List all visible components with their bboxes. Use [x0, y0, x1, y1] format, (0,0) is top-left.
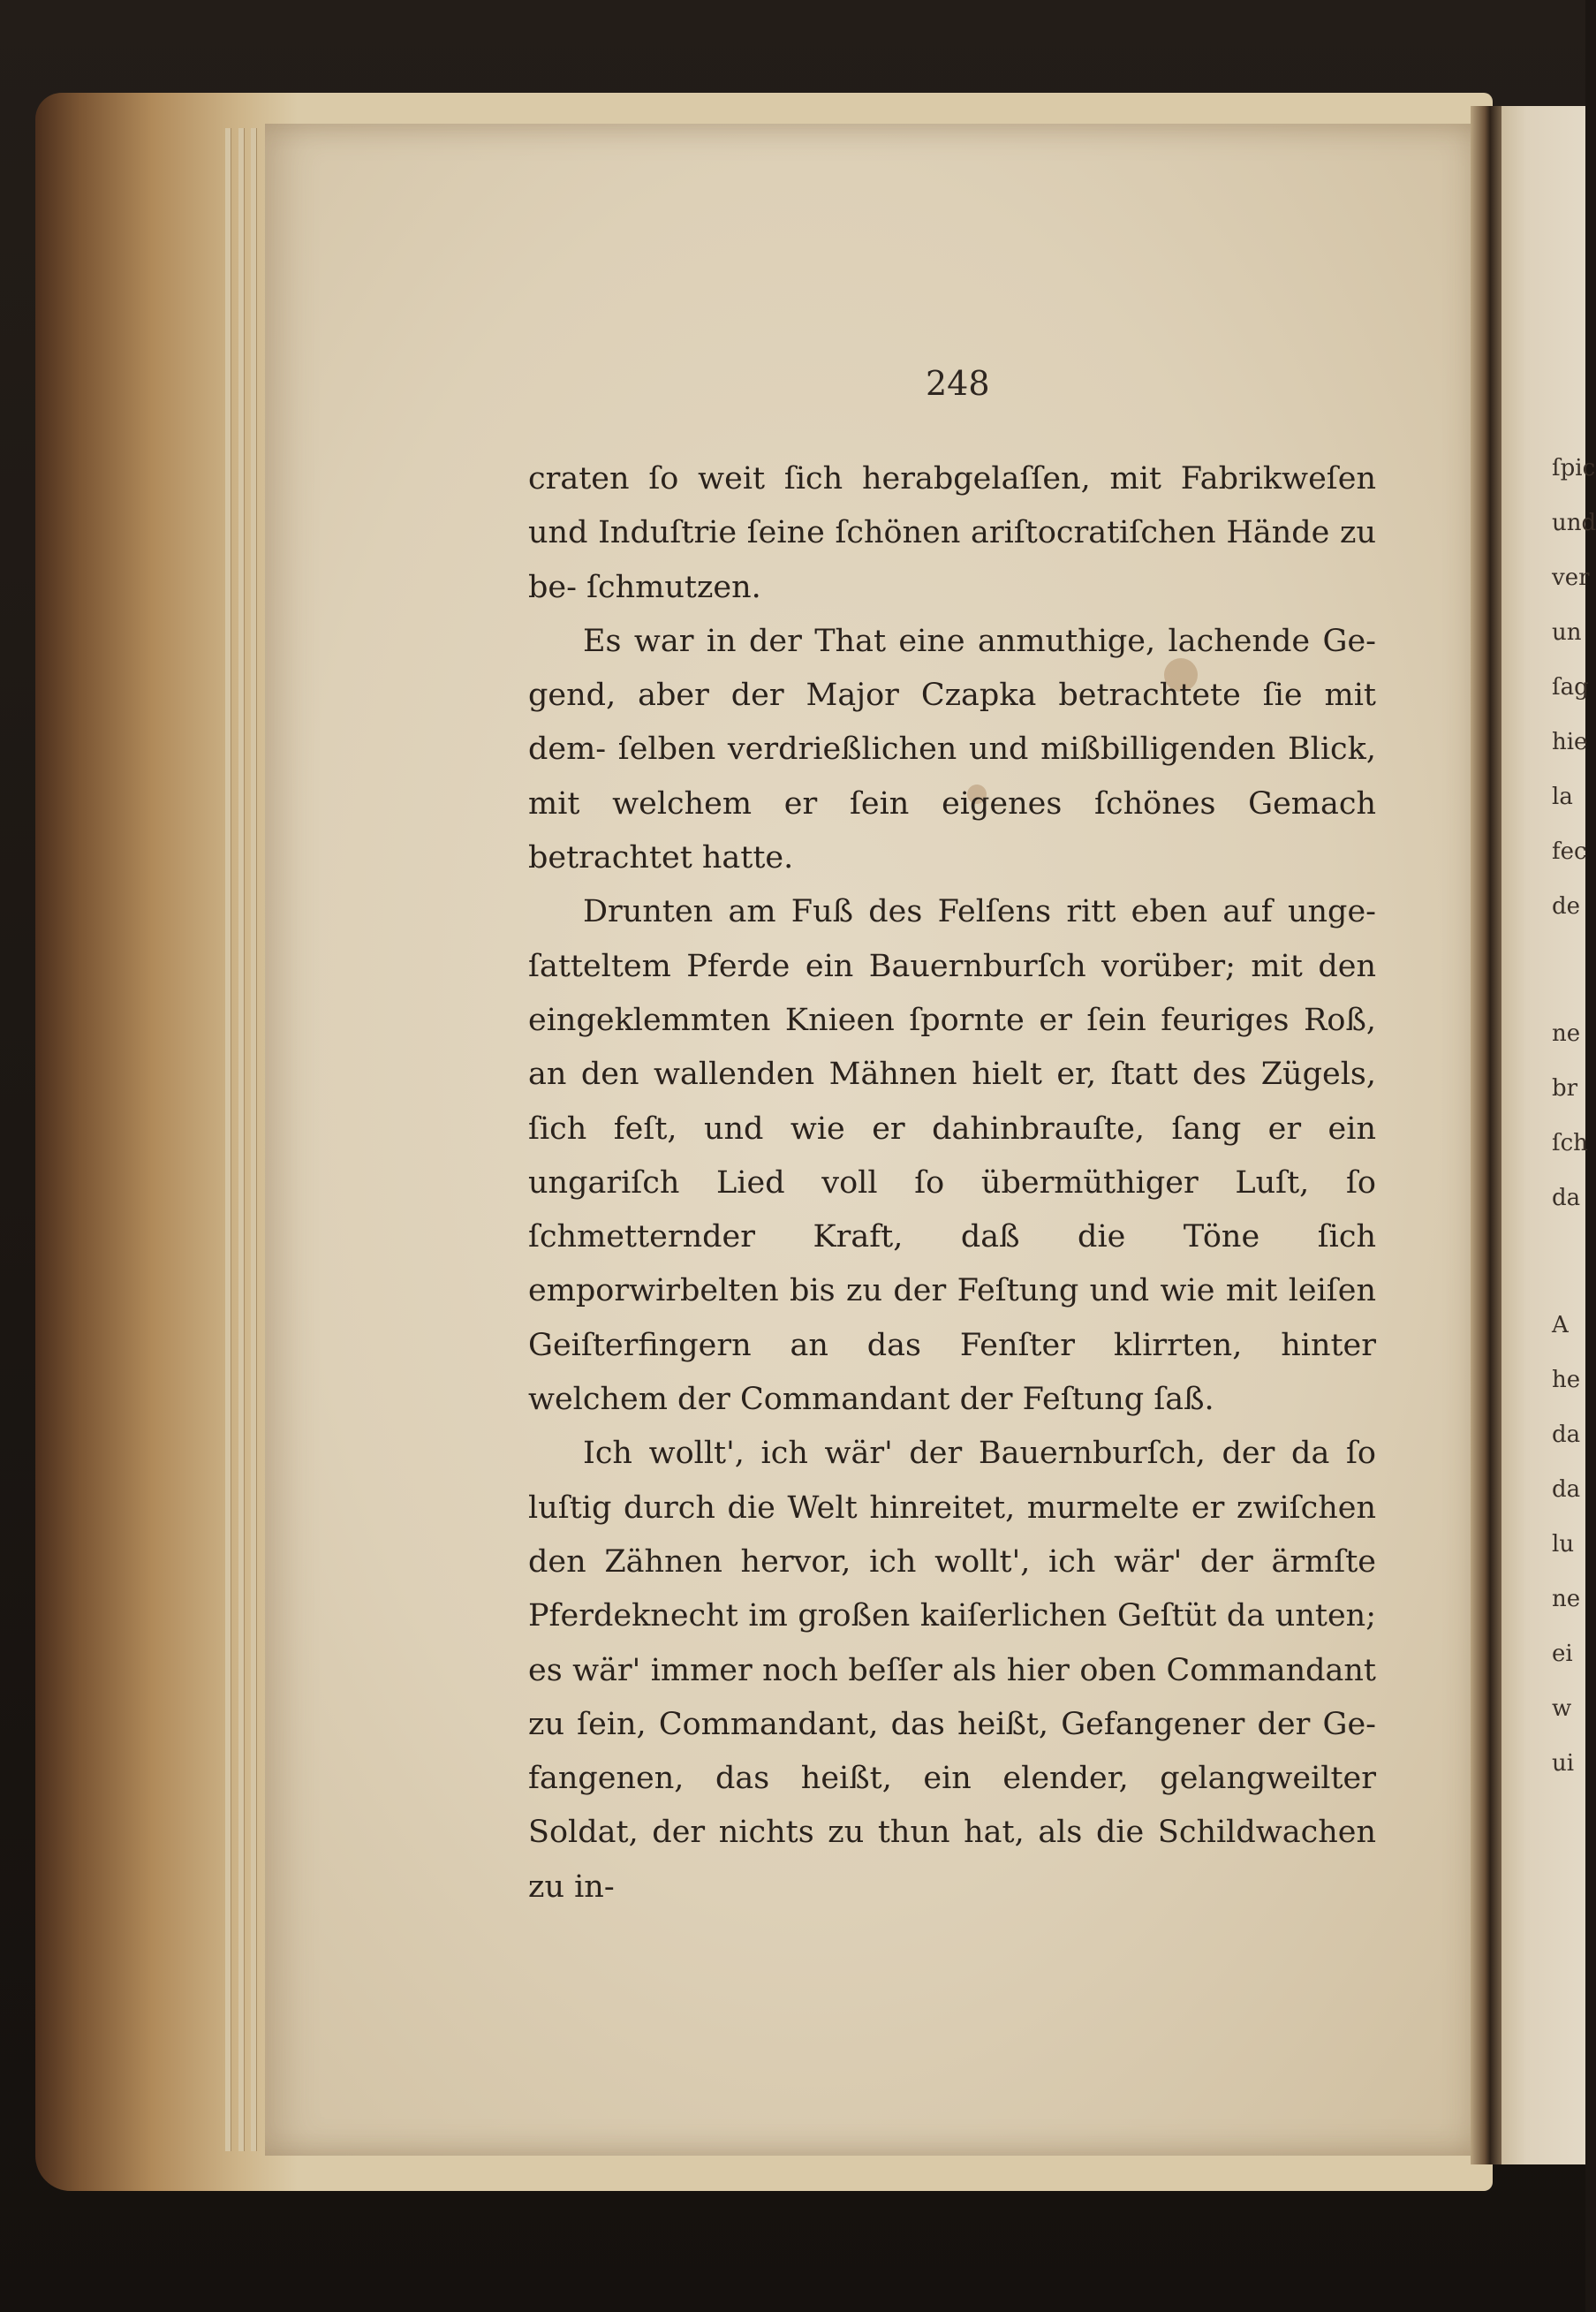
facing-page-fragment: da — [1552, 1476, 1581, 1503]
facing-page-fragment: ei — [1552, 1641, 1573, 1667]
page-number: 248 — [926, 364, 990, 403]
facing-page-fragment: lu — [1552, 1531, 1575, 1558]
book-gutter — [1471, 106, 1506, 2164]
facing-page-fragment: und — [1552, 510, 1596, 536]
facing-page-fragment: ſch — [1552, 1130, 1588, 1156]
facing-page-text — [1552, 455, 1596, 1851]
paragraph: Ich wollt', ich wär' der Bauernburſch, der da ſo luſtig durch die Welt hinreitet, murmelte er zwiſchen den Zähnen hervor, ich wollt', ich wär' der ärmſte Pferdeknecht im großen kaiſerlichen Geſtüt da unten; es wär' immer noch beſſer als hier oben Commandant zu ſein, Commandant, das heißt, Gefangener der Ge- fangenen, das heißt, ein elender, gelangweilter Soldat, der nichts zu thun hat, als die Schildwachen zu in- — [528, 1436, 1376, 1905]
page-edge — [251, 128, 257, 2151]
facing-page-fragment: ui — [1552, 1750, 1575, 1777]
facing-page-fragment: da — [1552, 1185, 1581, 1211]
paragraph: Drunten am Fuß des Felſens ritt eben auf unge- ſatteltem Pferde ein Bauernburſch vorüber; mit den eingeklemmten Knieen ſpornte er ſein feuriges Roß, an den wallenden Mähnen hielt er, ſtatt des Zügels, ſich feſt, und wie er dahinbrauſte, ſang er ein ungariſch Lied voll ſo übermüthiger Luſt, ſo ſchmetternder Kraft, daß die Töne ſich emporwirbelten bis zu der Feſtung und wie mit leiſen Geiſterfingern an das Fenſter klirrten, hinter welchem der Commandant der Feſtung ſaß. — [528, 894, 1376, 1418]
paragraph: craten ſo weit ſich herabgelaſſen, mit Fabrikweſen und Induſtrie ſeine ſchönen ariſtocratiſchen Hände zu be- ſchmutzen. — [528, 461, 1376, 605]
facing-page-fragment: ne — [1552, 1586, 1581, 1612]
paragraph: Es war in der That eine anmuthige, lachende Ge- gend, aber der Major Czapka betrachtete ſie mit dem- ſelben verdrießlichen und mißbilligenden Blick, mit welchem er ſein eigenes ſchönes Gemach betrachtet hatte. — [528, 623, 1376, 876]
facing-page-fragment: ne — [1552, 1020, 1581, 1047]
facing-page-fragment: ſpic — [1552, 455, 1596, 481]
page-edge — [225, 128, 231, 2151]
facing-page-fragment: fec — [1552, 838, 1587, 865]
facing-page-fragment: da — [1552, 1421, 1581, 1448]
facing-page-fragment: hie — [1552, 729, 1588, 755]
facing-page-fragment: he — [1552, 1367, 1581, 1393]
facing-page-fragment: ver — [1552, 565, 1590, 591]
facing-page-fragment: br — [1552, 1075, 1578, 1102]
facing-page-fragment: ſag — [1552, 674, 1589, 701]
page-edge — [238, 128, 245, 2151]
facing-page-fragment: w — [1552, 1695, 1572, 1722]
facing-page-fragment: A — [1552, 1312, 1569, 1338]
facing-page-fragment: la — [1552, 784, 1573, 810]
facing-page-fragment: de — [1552, 893, 1581, 920]
facing-page-fragment: un — [1552, 619, 1582, 646]
page-text — [528, 452, 1376, 1914]
